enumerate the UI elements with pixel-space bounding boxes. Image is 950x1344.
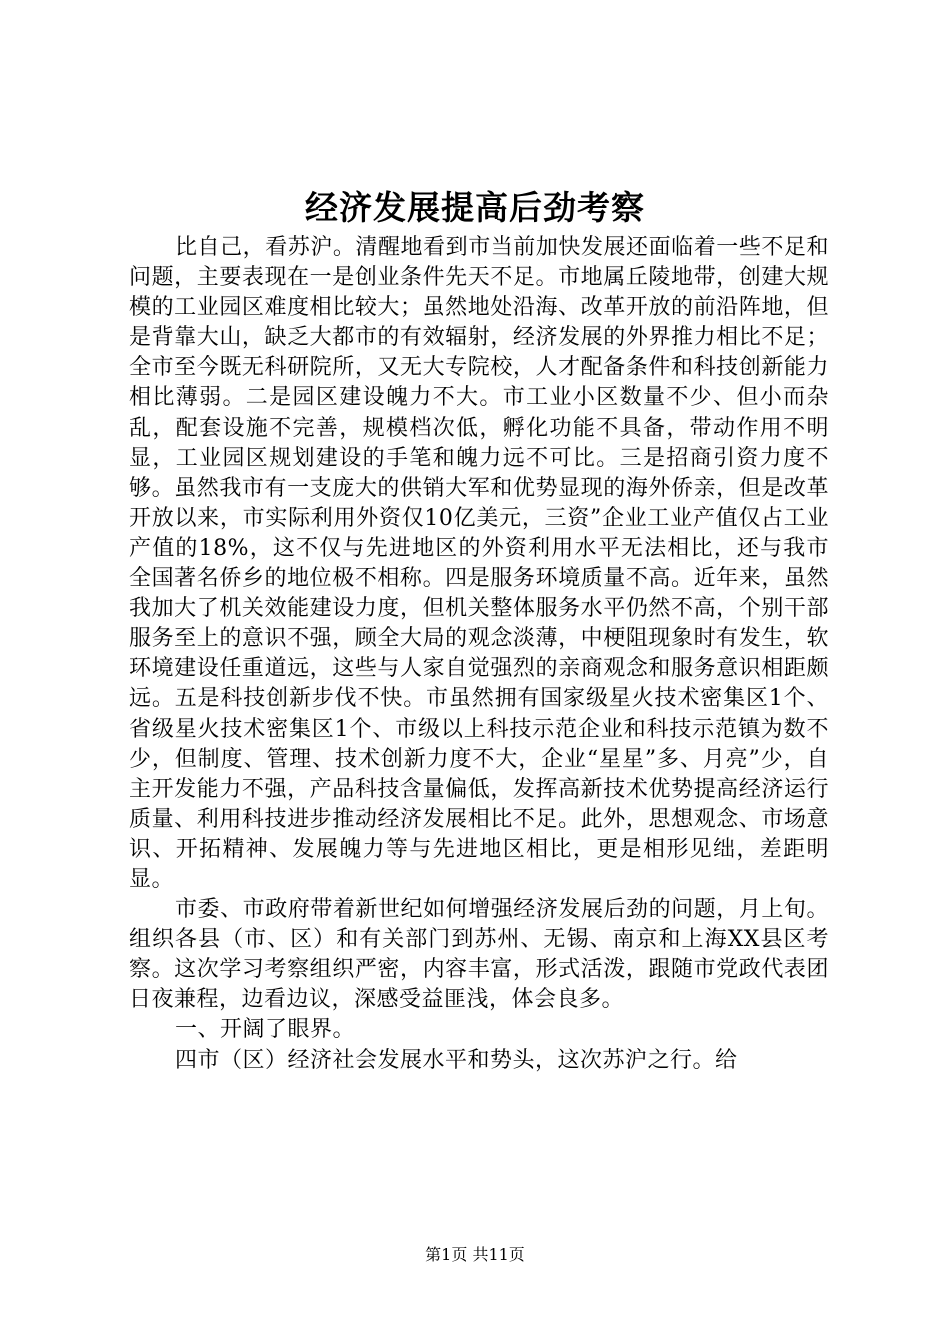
- document-body: [129, 233, 829, 1076]
- section-heading-1: 一、开阔了眼界。: [175, 1017, 356, 1043]
- body-paragraph-3: 四市（区）经济社会发展水平和势头，这次苏沪之行。给: [175, 1047, 738, 1073]
- document-title: 经济发展提高后劲考察: [305, 188, 645, 227]
- page-footer: 第1页 共11页: [425, 1245, 525, 1264]
- body-paragraph-1: 比自己，看苏沪。清醒地看到市当前加快发展还面临着一些不足和问题，主要表现在一是创业条件先天不足。市地属丘陵地带，创建大规模的工业园区难度相比较大；虽然地处沿海、改革开放的前沿阵地，但是背靠大山，缺乏大都市的有效辐射，经济发展的外界推力相比不足；全市至今既无科研院所，又无大专院校，人才配备条件和科技创新能力相比薄弱。二是园区建设魄力不大。市工业小区数量不少、但小而杂乱，配套设施不完善，规模档次低，孵化功能不具备，带动作用不明显，工业园区规划建设的手笔和魄力远不可比。三是招商引资力度不够。虽然我市有一支庞大的供销大军和优势显现的海外侨亲，但是改革开放以来，市实际利用外资仅10亿美元，三资”企业工业产值仅占工业产值的18%，这不仅与先进地区的外资利用水平无法相比，还与我市全国著名侨乡的地位极不相称。四是服务环境质量不高。近年来，虽然我加大了机关效能建设力度，但机关整体服务水平仍然不高，个别干部服务至上的意识不强，顾全大局的观念淡薄，中梗阻现象时有发生，软环境建设任重道远，这些与人家自觉强烈的亲商观念和服务意识相距颇远。五是科技创新步伐不快。市虽然拥有国家级星火技术密集区1个、省级星火技术密集区1个、市级以上科技示范企业和科技示范镇为数不少，但制度、管理、技术创新力度不大，企业“星星”多、月亮”少，自主开发能力不强，产品科技含量偏低，发挥高新技术优势提高经济运行质量、利用科技进步推动经济发展相比不足。此外，思想观念、市场意识、开拓精神、发展魄力等与先进地区相比，更是相形见绌，差距明显。: [129, 235, 829, 892]
- body-paragraph-2: 市委、市政府带着新世纪如何增强经济发展后劲的问题，月上旬。组织各县（市、区）和有关部门到苏州、无锡、南京和上海XX县区考察。这次学习考察组织严密，内容丰富，形式活泼，跟随市党政代表团日夜兼程，边看边议，深感受益匪浅，体会良多。: [129, 897, 829, 1013]
